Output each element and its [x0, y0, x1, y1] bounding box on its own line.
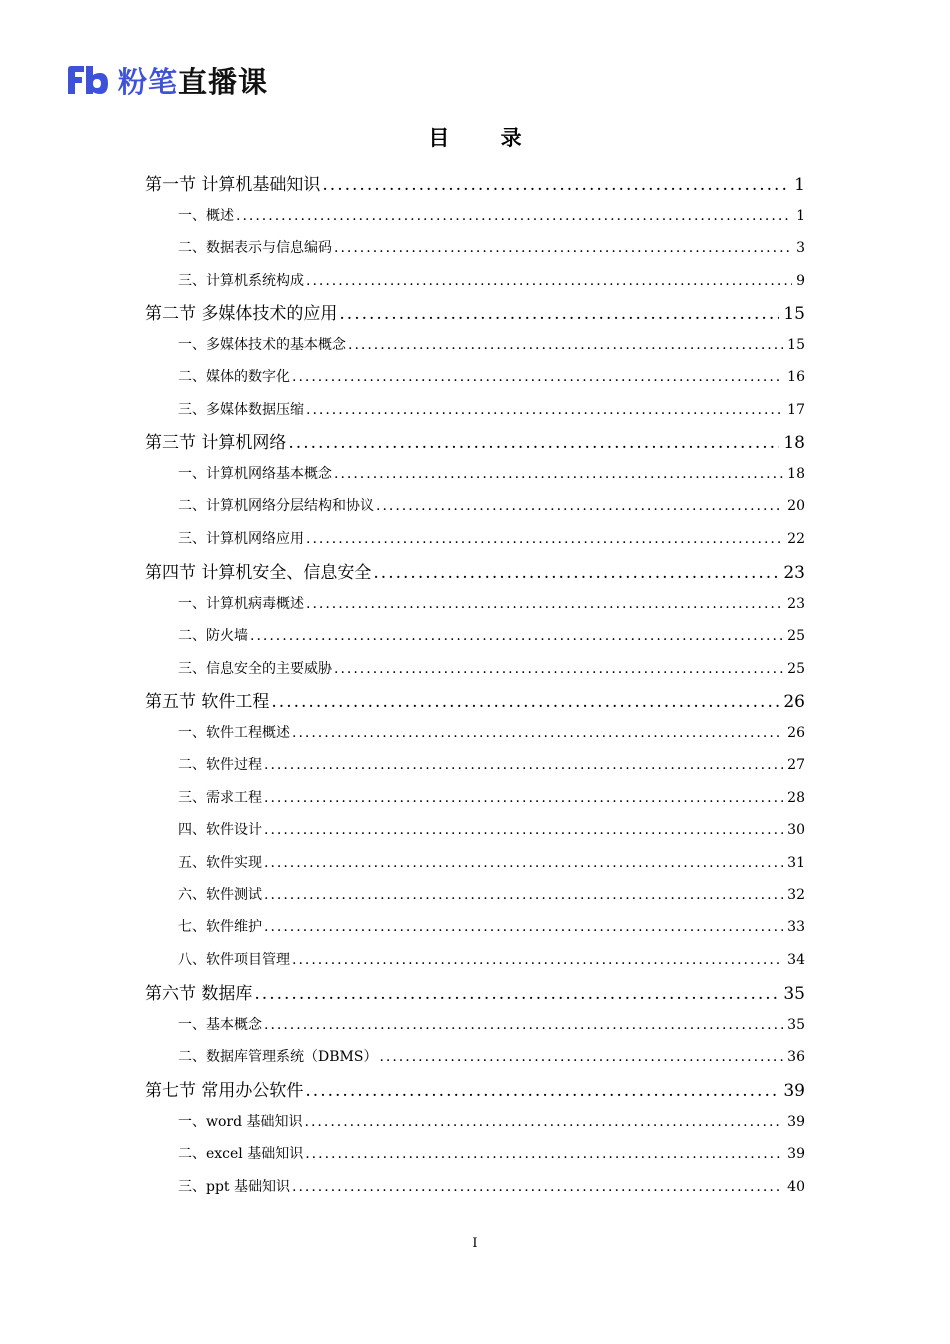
toc-item[interactable]: [178, 819, 805, 839]
toc-item-label: 八、软件项目管理: [178, 952, 290, 968]
toc-item-page: 26: [787, 725, 805, 741]
toc-item-page: 40: [787, 1179, 805, 1195]
toc-item-label: 一、软件工程概述: [178, 725, 290, 741]
toc-section-label: 第四节 计算机安全、信息安全: [145, 563, 372, 583]
toc-dot-leader: [376, 498, 783, 514]
toc-dot-leader: [379, 1049, 783, 1065]
toc-dot-leader: [348, 337, 783, 353]
toc-section-label: 第三节 计算机网络: [145, 433, 287, 453]
toc-dot-leader: [264, 790, 783, 806]
toc-dot-leader: [292, 369, 783, 385]
toc-section[interactable]: [145, 428, 805, 453]
toc-item[interactable]: [178, 270, 805, 290]
toc-item[interactable]: [178, 1111, 805, 1131]
toc-dot-leader: [264, 1017, 783, 1033]
toc-section-label: 第五节 软件工程: [145, 692, 270, 712]
toc-item-page: 39: [787, 1146, 805, 1162]
toc-item-page: 25: [787, 628, 805, 644]
toc-item-label: 二、防火墙: [178, 628, 248, 644]
toc-item-label: 二、数据表示与信息编码: [178, 240, 332, 256]
toc-section-label: 第六节 数据库: [145, 984, 253, 1004]
brand-logo: [66, 60, 268, 100]
toc-item[interactable]: [178, 205, 805, 225]
toc-item-label: 一、基本概念: [178, 1017, 262, 1033]
toc-item[interactable]: [178, 495, 805, 515]
toc-section[interactable]: [145, 558, 805, 583]
toc-item-page: 30: [787, 822, 805, 838]
toc-item[interactable]: [178, 334, 805, 354]
toc-item-page: 1: [796, 208, 805, 224]
toc-section-page: 26: [783, 692, 805, 712]
toc-item[interactable]: [178, 722, 805, 742]
toc-item-label: 三、多媒体数据压缩: [178, 402, 304, 418]
toc-item[interactable]: [178, 949, 805, 969]
toc-item[interactable]: [178, 528, 805, 548]
toc-dot-leader: [334, 240, 792, 256]
toc-dot-leader: [306, 531, 783, 547]
toc-item-label: 三、ppt 基础知识: [178, 1179, 290, 1195]
toc-item[interactable]: [178, 625, 805, 645]
toc-dot-leader: [339, 304, 779, 324]
toc-section-page: 15: [783, 304, 805, 324]
toc-item[interactable]: [178, 237, 805, 257]
toc-dot-leader: [271, 692, 779, 712]
toc-item-page: 36: [787, 1049, 805, 1065]
toc-item-page: 18: [787, 466, 805, 482]
toc-item-label: 一、word 基础知识: [178, 1114, 303, 1130]
toc-item[interactable]: [178, 658, 805, 678]
toc-section[interactable]: [145, 299, 805, 324]
toc-dot-leader: [322, 175, 790, 195]
logo-text: [118, 60, 268, 101]
toc-dot-leader: [292, 1179, 783, 1195]
toc-item-label: 四、软件设计: [178, 822, 262, 838]
toc-dot-leader: [264, 757, 783, 773]
toc-dot-leader: [306, 402, 783, 418]
toc-item[interactable]: [178, 884, 805, 904]
toc-item-page: 25: [787, 661, 805, 677]
toc-dot-leader: [250, 628, 783, 644]
toc-item-page: 17: [787, 402, 805, 418]
toc-dot-leader: [236, 208, 792, 224]
toc-item[interactable]: [178, 1143, 805, 1163]
toc-item[interactable]: [178, 1014, 805, 1034]
toc-item-label: 二、软件过程: [178, 757, 262, 773]
toc-dot-leader: [305, 1081, 779, 1101]
toc-dot-leader: [373, 563, 779, 583]
toc-section[interactable]: [145, 979, 805, 1004]
toc-section[interactable]: [145, 170, 805, 195]
toc-item-label: 三、计算机网络应用: [178, 531, 304, 547]
toc-section-label: 第二节 多媒体技术的应用: [145, 304, 338, 324]
toc-dot-leader: [264, 919, 783, 935]
toc-section-page: 23: [783, 563, 805, 583]
toc-item-label: 一、多媒体技术的基本概念: [178, 337, 346, 353]
toc-item-label: 一、概述: [178, 208, 234, 224]
toc-section[interactable]: [145, 1076, 805, 1101]
toc-dot-leader: [305, 1114, 784, 1130]
toc-dot-leader: [334, 661, 783, 677]
toc-dot-leader: [306, 596, 783, 612]
toc-item[interactable]: [178, 463, 805, 483]
toc-item[interactable]: [178, 787, 805, 807]
toc-section-page: 39: [783, 1081, 805, 1101]
toc-item-page: 34: [787, 952, 805, 968]
toc-item-page: 28: [787, 790, 805, 806]
toc-item-label: 七、软件维护: [178, 919, 262, 935]
toc-item-label: 三、信息安全的主要威胁: [178, 661, 332, 677]
toc-item[interactable]: [178, 593, 805, 613]
toc-item-label: 六、软件测试: [178, 887, 262, 903]
toc-dot-leader: [334, 466, 783, 482]
toc-item-page: 22: [787, 531, 805, 547]
toc-dot-leader: [254, 984, 779, 1004]
toc-item-label: 二、数据库管理系统（DBMS）: [178, 1049, 378, 1065]
toc-item[interactable]: [178, 916, 805, 936]
toc-item-label: 二、媒体的数字化: [178, 369, 290, 385]
toc-dot-leader: [264, 855, 783, 871]
toc-item-page: 27: [787, 757, 805, 773]
toc-section-page: 18: [783, 433, 805, 453]
toc-dot-leader: [292, 952, 783, 968]
toc-item[interactable]: [178, 1046, 805, 1066]
toc-item-page: 31: [787, 855, 805, 871]
toc-section-label: 第七节 常用办公软件: [145, 1081, 304, 1101]
toc-section[interactable]: [145, 687, 805, 712]
logo-brand-text: 粉笔: [118, 64, 179, 99]
toc-item[interactable]: [178, 852, 805, 872]
toc-item-label: 三、计算机系统构成: [178, 273, 304, 289]
page-number: I: [472, 1236, 478, 1251]
toc-dot-leader: [306, 273, 792, 289]
toc-item-page: 23: [787, 596, 805, 612]
toc-dot-leader: [305, 1146, 783, 1162]
toc-dot-leader: [264, 887, 783, 903]
toc-item-page: 15: [787, 337, 805, 353]
toc-item-page: 3: [796, 240, 805, 256]
toc-item-label: 五、软件实现: [178, 855, 262, 871]
toc-dot-leader: [288, 433, 779, 453]
toc-item-label: 一、计算机病毒概述: [178, 596, 304, 612]
toc-item-label: 二、计算机网络分层结构和协议: [178, 498, 374, 514]
toc-dot-leader: [292, 725, 783, 741]
toc-item-label: 三、需求工程: [178, 790, 262, 806]
toc-item[interactable]: [178, 399, 805, 419]
toc-section-page: 1: [794, 175, 805, 195]
toc-section-page: 35: [783, 984, 805, 1004]
logo-sub-text: 直播课: [178, 64, 269, 99]
toc-item-label: 二、excel 基础知识: [178, 1146, 304, 1162]
toc-title: 目 录: [428, 125, 544, 150]
toc-item-page: 9: [796, 273, 805, 289]
toc-item-page: 39: [787, 1114, 805, 1130]
fb-logo-icon: [66, 63, 110, 97]
toc-item-page: 20: [787, 498, 805, 514]
toc-item-page: 32: [787, 887, 805, 903]
toc-section-label: 第一节 计算机基础知识: [145, 175, 321, 195]
toc-item[interactable]: [178, 754, 805, 774]
toc-item-label: 一、计算机网络基本概念: [178, 466, 332, 482]
toc-item[interactable]: [178, 366, 805, 386]
toc-item[interactable]: [178, 1176, 805, 1196]
toc-item-page: 35: [787, 1017, 805, 1033]
toc-item-page: 33: [787, 919, 805, 935]
toc-item-page: 16: [787, 369, 805, 385]
toc-dot-leader: [264, 822, 783, 838]
